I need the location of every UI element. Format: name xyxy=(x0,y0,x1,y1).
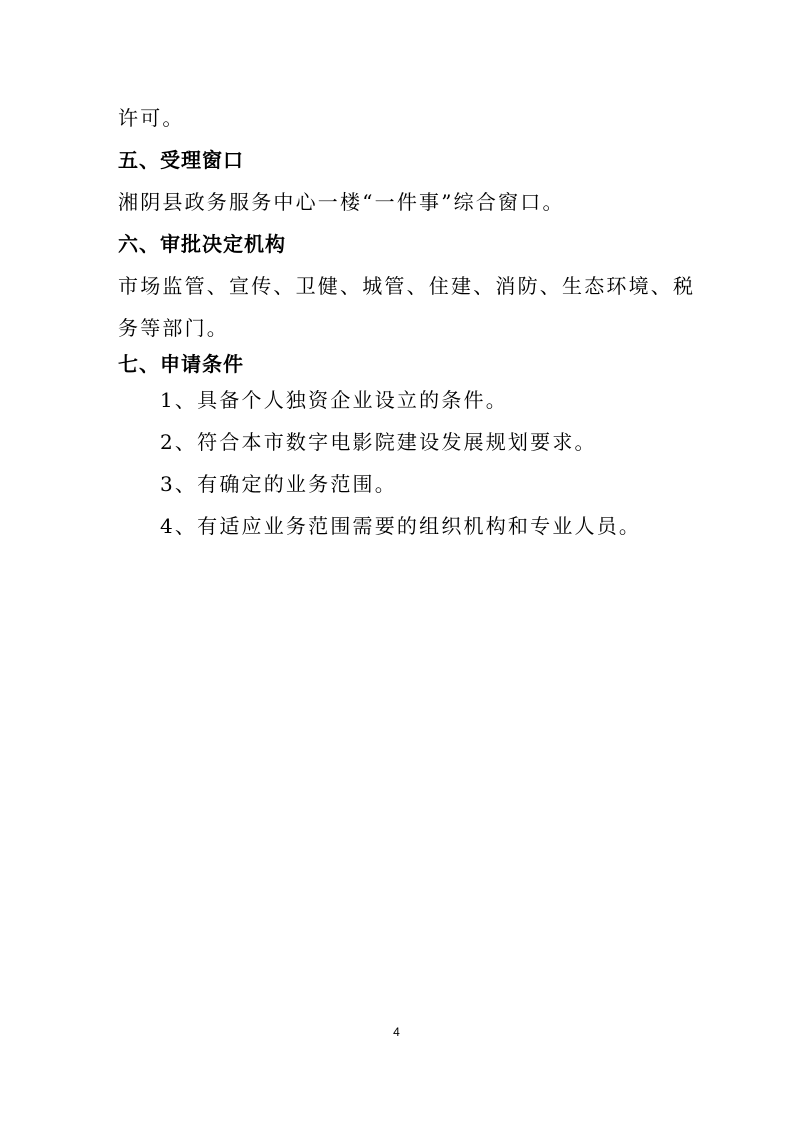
condition-item-2: 2、符合本市数字电影院建设发展规划要求。 xyxy=(160,430,597,454)
approval-authority-text-line-1: 市场监管、宣传、卫健、城管、住建、消防、生态环境、税 xyxy=(118,274,696,298)
condition-item-1: 1、具备个人独资企业设立的条件。 xyxy=(160,388,508,412)
continuation-text: 许可。 xyxy=(118,106,185,130)
condition-item-4: 4、有适应业务范围需要的组织机构和专业人员。 xyxy=(160,514,642,538)
condition-item-3: 3、有确定的业务范围。 xyxy=(160,472,397,496)
section-heading-application-conditions: 七、申请条件 xyxy=(118,352,244,376)
page-number: 4 xyxy=(393,1025,400,1039)
approval-authority-text-line-2: 务等部门。 xyxy=(118,316,229,340)
section-heading-acceptance-window: 五、受理窗口 xyxy=(118,148,244,172)
acceptance-window-text: 湘阴县政务服务中心一楼“一件事”综合窗口。 xyxy=(118,190,565,214)
section-heading-approval-authority: 六、审批决定机构 xyxy=(118,232,286,256)
